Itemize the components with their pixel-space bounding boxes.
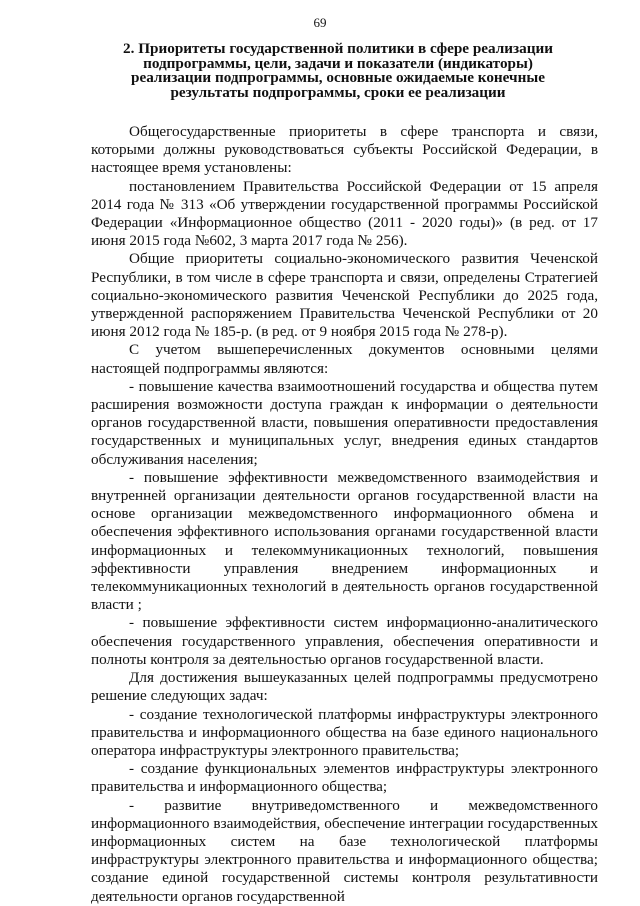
list-item-goal-3: - повышение эффективности систем информационно-аналитического обеспечения государственного управления, обеспечения оперативности и полноты контроля за деятельностью органов государственной власти. bbox=[91, 614, 598, 668]
paragraph-goals-intro: С учетом вышеперечисленных документов основными целями настоящей подпрограммы являются: bbox=[91, 341, 598, 377]
paragraph-government-decree: постановлением Правительства Российской Федерации от 15 апреля 2014 года № 313 «Об утверждении государственной программы Российской Федерации «Информационное общество (2011 - 2020 годы)» (в ред. от 17 июня 2015 года №602, 3 марта 2017 года № 256). bbox=[91, 177, 598, 250]
list-item-goal-1: - повышение качества взаимоотношений государства и общества путем расширения возможности доступа граждан к информации о деятельности органов государственной власти, повышения оперативности предоставления государственных и муниципальных услуг, внедрения единых стандартов обслуживания населения; bbox=[91, 377, 598, 468]
page-number: 69 bbox=[313, 15, 327, 30]
paragraph-priorities-intro: Общегосударственные приоритеты в сфере транспорта и связи, которыми должны руководствоваться субъекты Российской Федерации, в настоящее время установлены: bbox=[91, 123, 598, 177]
section-heading: 2. Приоритеты государственной политики в сфере реализации подпрограммы, цели, задачи и показатели (индикаторы) реализации подпрограммы, основные ожидаемые конечные результаты подпрограммы, сроки ее реализации bbox=[123, 40, 553, 101]
paragraph-regional-strategy: Общие приоритеты социально-экономического развития Чеченской Республики, в том числе в сфере транспорта и связи, определены Стратегией социально-экономического развития Чеченской Республики до 2025 года, утвержденной распоряжением Правительства Чеченской Республики от 20 июня 2012 года № 185-р. (в ред. от 9 ноября 2015 года № 278-р). bbox=[91, 250, 598, 341]
list-item-goal-2: - повышение эффективности межведомственного взаимодействия и внутренней организации деятельности органов государственной власти на основе организации межведомственного информационного обмена и обеспечения эффективного использования органами государственной власти информационных и телекоммуникационных технологий, повышения эффективности управления внедрением информационных и телекоммуникационных технологий в деятельность органов государственной власти ; bbox=[91, 468, 598, 614]
document-body bbox=[91, 123, 598, 906]
list-item-task-1: - создание технологической платформы инфраструктуры электронного правительства и информационного общества на базе единого национального оператора инфраструктуры электронного правительства; bbox=[91, 705, 598, 759]
paragraph-tasks-intro: Для достижения вышеуказанных целей подпрограммы предусмотрено решение следующих задач: bbox=[91, 669, 598, 705]
list-item-task-3: - развитие внутриведомственного и межведомственного информационного взаимодействия, обеспечение интеграции государственных информационных систем на базе технологической платформы инфраструктуры электронного правительства и информационного общества; создание единой государственной системы контроля результативности деятельности органов государственной bbox=[91, 796, 598, 905]
list-item-task-2: - создание функциональных элементов инфраструктуры электронного правительства и информационного общества; bbox=[91, 760, 598, 796]
